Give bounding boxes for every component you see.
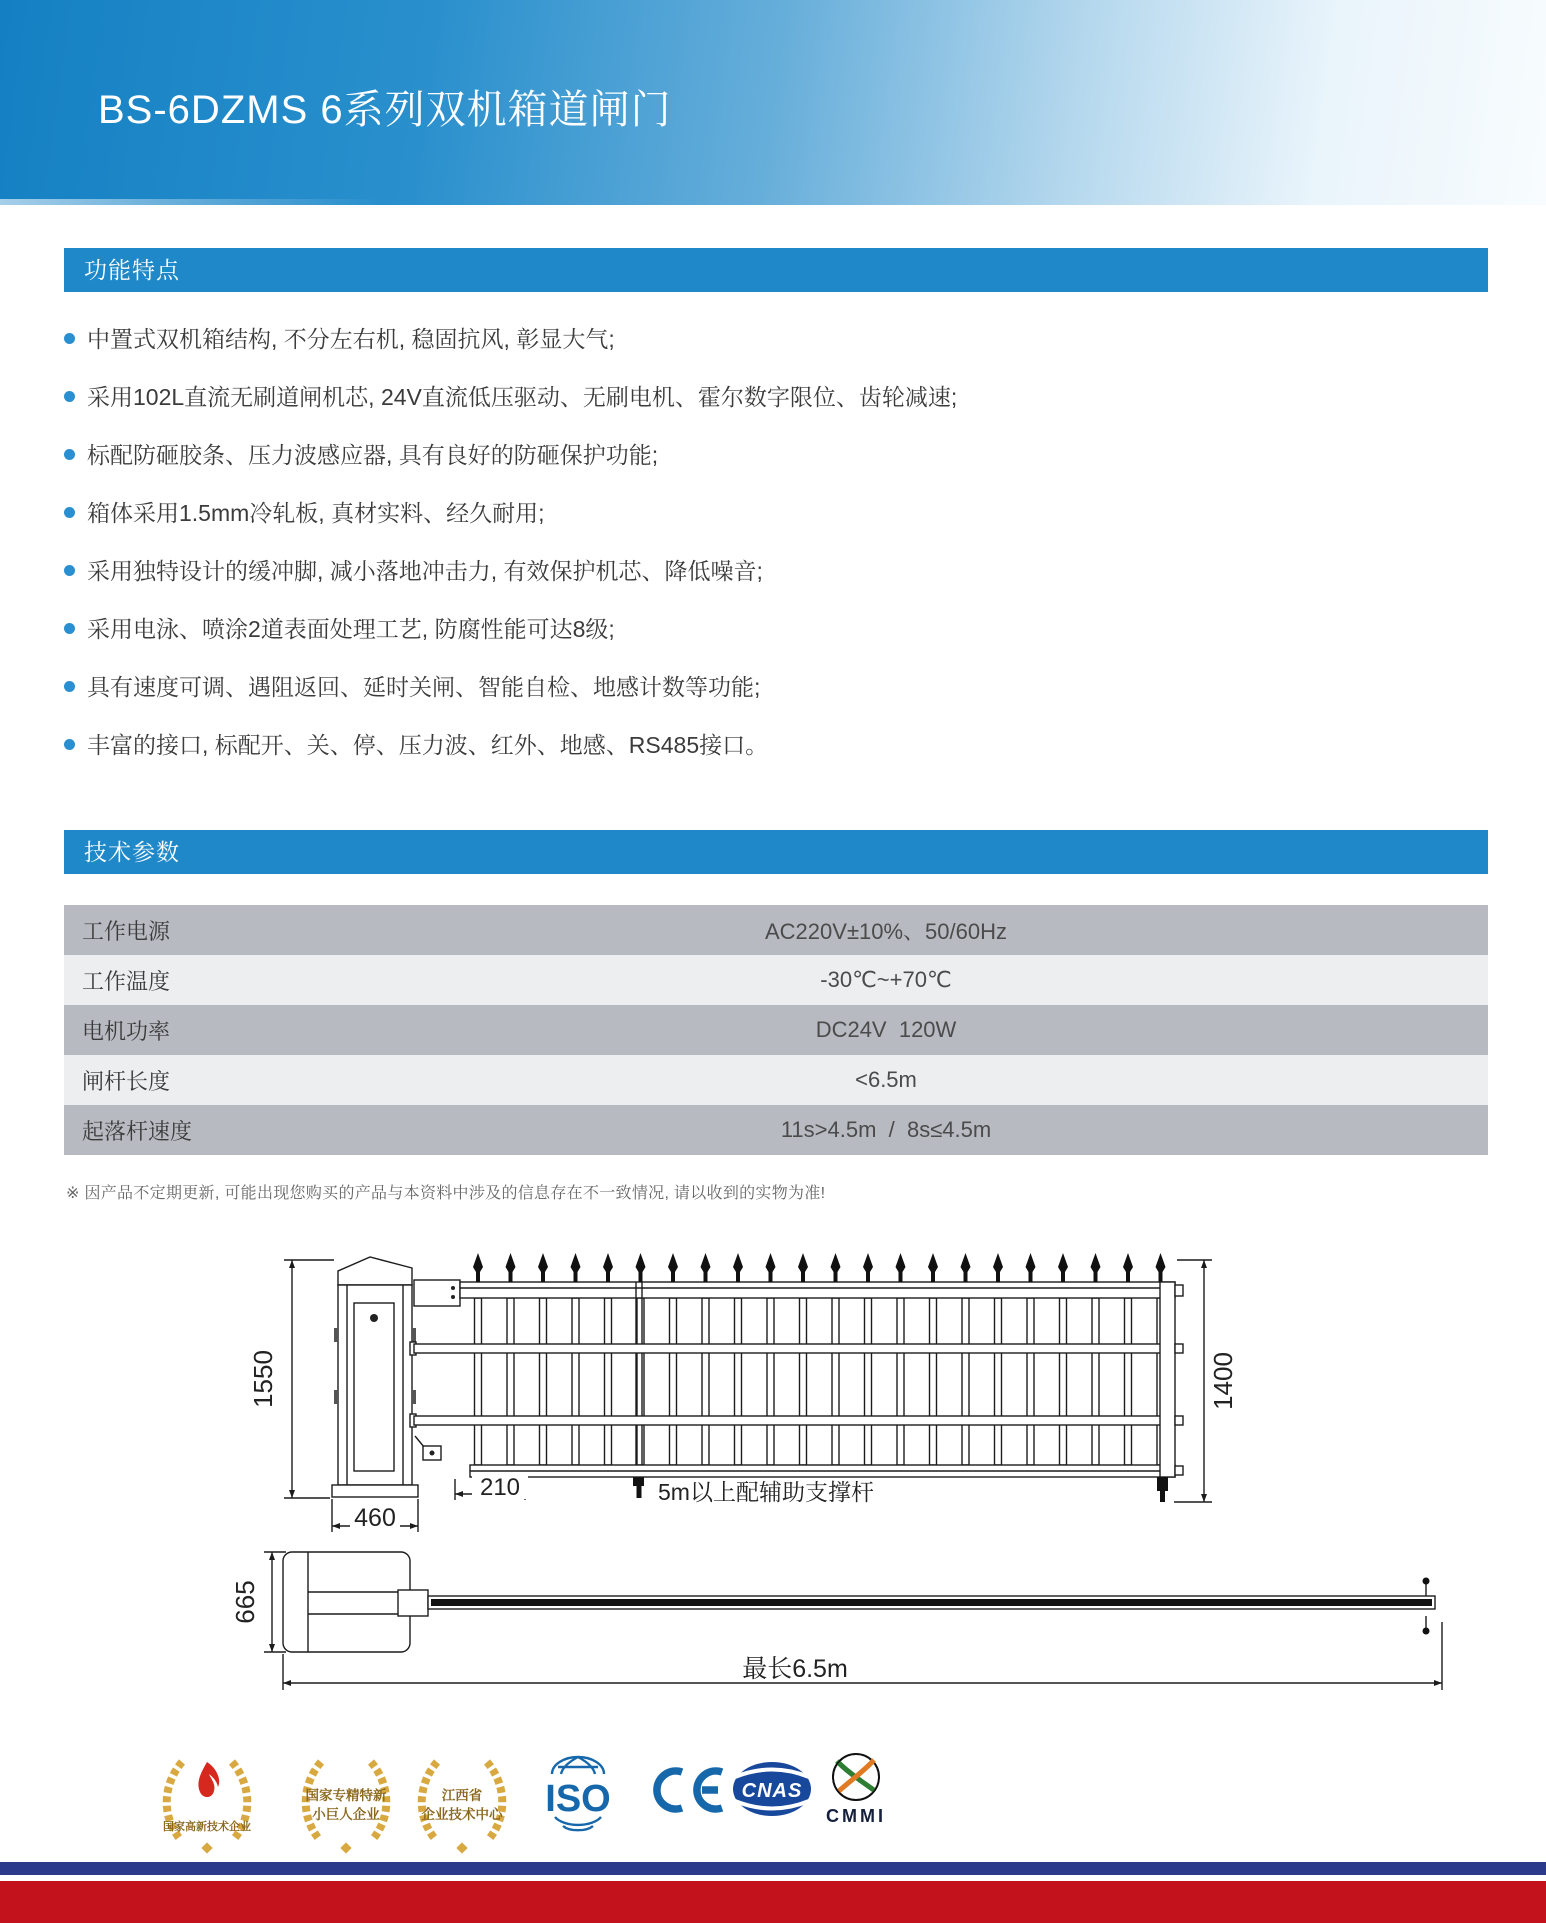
ce-certification-icon (644, 1766, 728, 1816)
specs-section-heading: 技术参数 (64, 830, 1488, 874)
svg-text:1400: 1400 (1208, 1352, 1238, 1410)
flame-icon (198, 1762, 219, 1797)
cnas-certification-icon (722, 1760, 822, 1818)
wreath-base-icon (201, 1842, 212, 1853)
feature-text: 采用电泳、喷涂2道表面处理工艺, 防腐性能可达8级; (87, 615, 615, 642)
spec-label: 工作电源 (82, 918, 171, 944)
spec-value: DC24V 120W (815, 1017, 957, 1042)
feature-item (64, 482, 1484, 540)
feature-text: 箱体采用1.5mm冷轧板, 真材实料、经久耐用; (87, 499, 545, 526)
badge-jiangxi-enterprise-tech-center (407, 1746, 517, 1858)
spec-table-row (64, 1005, 1488, 1055)
spec-label: 起落杆速度 (82, 1118, 193, 1144)
spec-label: 电机功率 (82, 1018, 171, 1044)
spec-table (64, 905, 1488, 1155)
svg-text:ISO: ISO (545, 1778, 611, 1820)
svg-text:小巨人企业: 小巨人企业 (312, 1807, 380, 1822)
spec-label: 工作温度 (82, 968, 171, 994)
bullet-icon (64, 391, 75, 402)
svg-text:665: 665 (230, 1580, 260, 1624)
bullet-icon (64, 449, 75, 460)
badge-specialized-little-giant (291, 1746, 401, 1858)
feature-text: 标配防砸胶条、压力波感应器, 具有良好的防砸保护功能; (87, 441, 659, 468)
features-section-heading: 功能特点 (64, 248, 1488, 292)
technical-drawing (230, 1240, 1460, 1700)
svg-text:CNAS: CNAS (741, 1780, 803, 1802)
cabinet-lock-icon (370, 1314, 378, 1322)
footer-red-stripe (0, 1881, 1546, 1923)
wreath-base-icon (456, 1842, 467, 1853)
feature-item (64, 308, 1484, 366)
spec-table-row (64, 955, 1488, 1005)
feature-item (64, 366, 1484, 424)
bullet-icon (64, 507, 75, 518)
feature-list (64, 308, 1484, 772)
feature-item (64, 714, 1484, 772)
svg-text:企业技术中心: 企业技术中心 (421, 1807, 503, 1822)
bullet-icon (64, 333, 75, 344)
cmmi-certification-icon (812, 1750, 900, 1828)
spec-value: <6.5m (855, 1067, 917, 1092)
spec-disclaimer-note: ※ 因产品不定期更新, 可能出现您购买的产品与本资料中涉及的信息存在不一致情况, 请以收到的实物为准! (66, 1185, 826, 1202)
barrier-cabinet-front (332, 1257, 418, 1497)
spec-table-row (64, 1105, 1488, 1155)
bullet-icon (64, 623, 75, 634)
svg-text:国家专精特新: 国家专精特新 (305, 1788, 387, 1803)
wreath-base-icon (340, 1842, 351, 1853)
spear-finials (473, 1253, 1166, 1282)
iso-certification-icon (528, 1752, 628, 1838)
svg-text:最长6.5m: 最长6.5m (742, 1655, 848, 1683)
bullet-icon (64, 565, 75, 576)
feature-text: 具有速度可调、遇阻返回、延时关闸、智能自检、地感计数等功能; (87, 673, 761, 700)
barrier-side-view (230, 1552, 1435, 1652)
feature-text: 中置式双机箱结构, 不分左右机, 稳固抗风, 彰显大气; (87, 325, 615, 352)
spec-value: -30℃~+70℃ (820, 967, 952, 992)
spec-value: AC220V±10%、50/60Hz (765, 918, 1007, 944)
page-header-banner (0, 0, 1546, 205)
feature-item (64, 656, 1484, 714)
feature-text: 采用独特设计的缓冲脚, 减小落地冲击力, 有效保护机芯、降低噪音; (87, 557, 763, 584)
footer-blue-stripe (0, 1862, 1546, 1875)
svg-text:1550: 1550 (248, 1350, 278, 1408)
page-title: BS-6DZMS 6系列双机箱道闸门 (98, 88, 672, 132)
spec-table-row (64, 905, 1488, 955)
spec-value: 11s>4.5m / 8s≤4.5m (780, 1117, 992, 1142)
svg-text:460: 460 (354, 1504, 396, 1532)
feature-text: 采用102L直流无刷道闸机芯, 24V直流低压驱动、无刷电机、霍尔数字限位、齿轮减速; (87, 383, 958, 410)
svg-text:210: 210 (479, 1474, 521, 1501)
svg-text:国家高新技术企业: 国家高新技术企业 (163, 1821, 251, 1833)
bullet-icon (64, 681, 75, 692)
support-rod-note: 5m以上配辅助支撑杆 (658, 1479, 874, 1505)
dim-max-length (283, 1622, 1442, 1690)
feature-item (64, 540, 1484, 598)
dim-cabinet-width (332, 1499, 418, 1532)
dim-cabinet-height (248, 1260, 334, 1498)
bullet-icon (64, 739, 75, 750)
feature-item (64, 598, 1484, 656)
laurel-wreath-icon (422, 1762, 437, 1839)
spec-table-row (64, 1055, 1488, 1105)
svg-text:江西省: 江西省 (441, 1788, 483, 1803)
feature-item (64, 424, 1484, 482)
feature-text: 丰富的接口, 标配开、关、停、压力波、红外、地感、RS485接口。 (87, 731, 769, 758)
spec-label: 闸杆长度 (82, 1068, 171, 1094)
header-highlight-line (0, 199, 380, 205)
svg-text:CMMI: CMMI (826, 1806, 886, 1826)
fence-boom (410, 1253, 1183, 1502)
dim-picket-offset (455, 1473, 528, 1501)
badge-national-high-tech-enterprise (152, 1746, 262, 1858)
